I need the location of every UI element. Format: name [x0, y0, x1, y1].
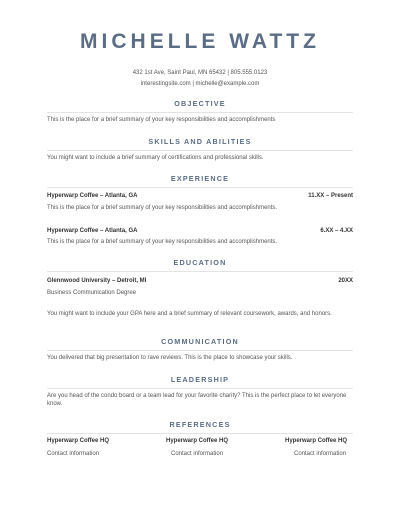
contact-web-email: interestingsite.com | michelle@example.com [140, 81, 260, 87]
resume-name: MICHELLE WATTZ [80, 30, 320, 53]
reference-3-info: Contact information [294, 451, 347, 457]
experience-heading: EXPERIENCE [170, 174, 230, 183]
objective-divider [47, 112, 353, 113]
communication-heading: COMMUNICATION [161, 337, 239, 346]
reference-1-info: Contact information [47, 451, 100, 457]
education-year: 20XX [338, 278, 353, 284]
reference-1-name: Hyperwarp Coffee HQ [47, 438, 110, 444]
job-1-dates: 11.XX – Present [308, 193, 353, 199]
skills-heading: SKILLS AND ABILITIES [148, 137, 252, 146]
references-divider [47, 433, 353, 434]
reference-2-name: Hyperwarp Coffee HQ [166, 438, 229, 444]
leadership-heading: LEADERSHIP [170, 375, 230, 384]
job-1-title: Hyperwarp Coffee – Atlanta, GA [47, 193, 138, 199]
job-2-description: This is the place for a brief summary of your key responsibilities and accomplishments. [47, 239, 278, 245]
objective-heading: OBJECTIVE [174, 99, 226, 108]
objective-text: This is the place for a brief summary of your key responsibilities and accomplishments [47, 117, 276, 123]
contact-address-phone: 432 1st Ave, Saint Paul, MN 65432 | 805.555.0123 [132, 70, 268, 76]
education-school: Glennwood University – Detroit, MI [47, 278, 147, 284]
communication-divider [47, 350, 353, 351]
skills-text: You might want to include a brief summary of certifications and professional skills. [47, 155, 264, 161]
communication-text: You delivered that big presentation to rave reviews. This is the place to showcase your skills. [47, 355, 293, 361]
job-2-dates: 6.XX – 4.XX [320, 228, 353, 234]
leadership-divider [47, 388, 353, 389]
experience-divider [47, 187, 353, 188]
education-divider [47, 271, 353, 272]
references-heading: REFERENCES [169, 420, 231, 429]
reference-3-name: Hyperwarp Coffee HQ [285, 438, 348, 444]
skills-divider [47, 150, 353, 151]
leadership-text: Are you head of the condo board or a team lead for your favorite charity? This is the perfect place to let everyone know. [47, 393, 347, 407]
education-degree: Business Communication Degree [47, 290, 137, 296]
education-heading: EDUCATION [173, 258, 227, 267]
job-2-title: Hyperwarp Coffee – Atlanta, GA [47, 228, 138, 234]
job-1-description: This is the place for a brief summary of your key responsibilities and accomplishments. [47, 205, 278, 211]
reference-2-info: Contact information [171, 451, 224, 457]
education-note: You might want to include your GPA here and a brief summary of relevant coursework, awards, and honors. [47, 311, 332, 317]
